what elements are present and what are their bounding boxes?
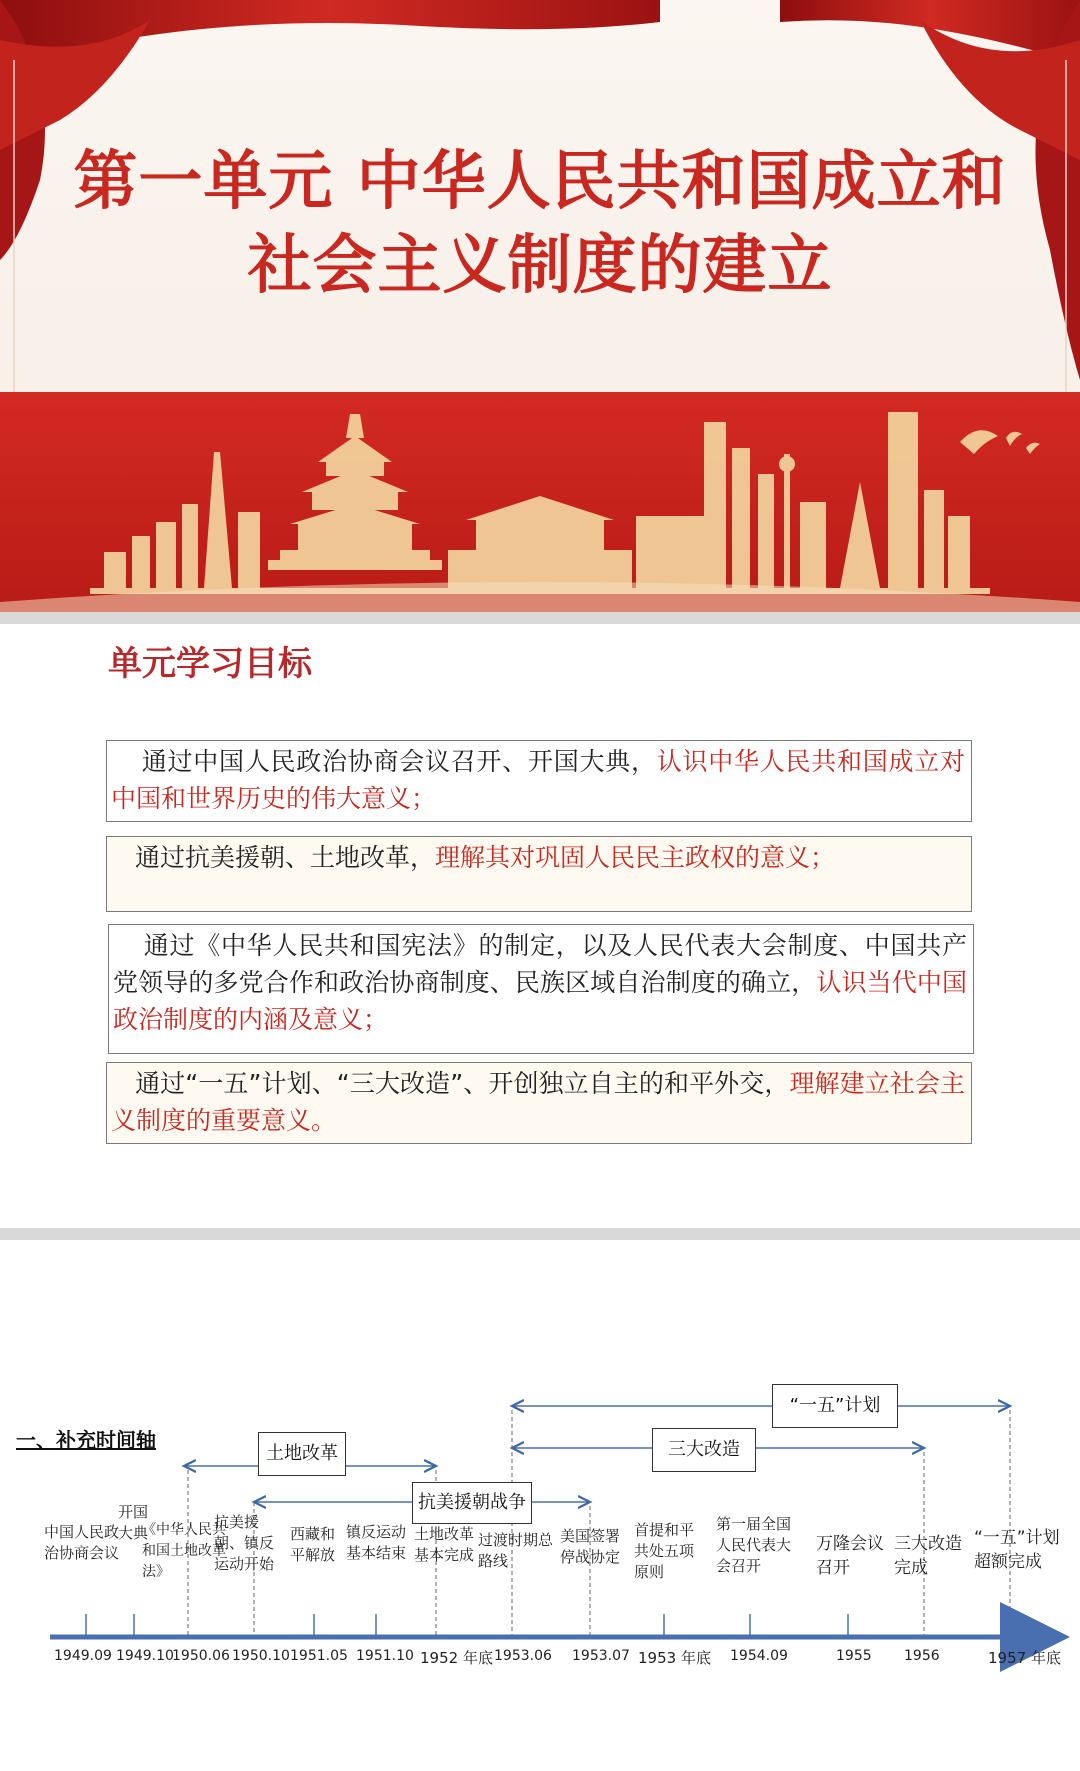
period-five-year-plan: “一五”计划 [772,1384,898,1428]
slide-separator [0,612,1080,624]
event-land-reform-law: 《中华人民共 和国土地改革 法》 [142,1522,226,1580]
goal-text: 通过中国人民政治协商会议召开、开国大典， [141,747,657,776]
goals-heading: 单元学习目标 [108,644,312,684]
date-label: 1951.05 [290,1648,348,1664]
event-campaign-end: 镇反运动 基本结束 [346,1523,407,1562]
slide-separator [0,1228,1080,1240]
date-label: 1953.07 [572,1648,630,1664]
period-land-reform: 土地改革 [258,1432,346,1476]
event-five-year-plan-exceeded: “一五”计划 超额完成 [974,1528,1060,1572]
date-label: 1953.06 [494,1648,552,1664]
date-label: 1957 年底 [988,1649,1061,1667]
date-label: 1956 [904,1648,940,1664]
event-transformations-done: 三大改造 完成 [894,1534,962,1578]
goal-item-1 [106,740,972,822]
timeline-heading: 一、补充时间轴 [16,1428,156,1452]
goal-text: 通过《中华人民共和国宪法》的制定，以及人民代表大会制度、中国共产党领导的多党合作和政治协商制度、民族区域自治制度的确立， [113,931,967,997]
date-label: 1953 年底 [638,1649,711,1667]
goal-text: 通过“一五”计划、“三大改造”、开创独立自主的和平外交， [135,1069,790,1098]
goal-highlight: 认识当代中国政治制度的内涵及意义； [113,968,967,1034]
goal-highlight: 理解其对巩固人民民主政权的意义； [435,843,836,872]
date-label: 1952 年底 [420,1649,493,1667]
cover-title-line1: 第一单元 中华人民共和国成立和 [73,145,1007,219]
event-npc-first-session: 第一届全国 人民代表大 会召开 [716,1515,792,1575]
date-label: 1954.09 [730,1648,788,1664]
goal-highlight: 认识中华人民共和国成立对中国和世界历史的伟大意义； [111,747,965,813]
event-five-principles: 首提和平 共处五项 原则 [634,1521,695,1581]
date-label: 1950.10 [232,1648,290,1664]
date-label: 1949.09 [54,1648,112,1664]
event-armistice: 美国签署 停战协定 [560,1527,621,1566]
event-cppcc: 中国人民政 治协商会议 [44,1523,120,1562]
cover-title [0,140,1080,308]
event-land-reform-done: 土地改革 基本完成 [414,1525,475,1564]
goal-item-3 [108,924,974,1054]
goal-text: 通过抗美援朝、土地改革， [135,843,436,872]
date-label: 1949.10 [116,1648,174,1664]
period-three-transformations: 三大改造 [652,1428,756,1472]
cover-slide [0,0,1080,612]
event-bandung-conference: 万隆会议 召开 [816,1534,884,1578]
period-korean-war: 抗美援朝战争 [412,1482,532,1524]
date-label: 1950.06 [172,1648,230,1664]
goal-highlight: 理解建立社会主义制度的重要意义。 [111,1069,965,1135]
event-korean-war-start: 抗美援 朝、镇反 运动开始 [214,1513,275,1573]
date-label: 1955 [836,1648,872,1664]
goal-item-2 [106,836,972,912]
event-tibet-liberation: 西藏和 平解放 [290,1525,336,1564]
cover-title-line2: 社会主义制度的建立 [247,229,833,303]
city-skyline-graphic [0,392,1080,612]
event-general-line: 过渡时期总 路线 [478,1531,554,1570]
event-founding-ceremony: 开国 大典 [118,1503,149,1542]
goal-item-4 [106,1062,972,1144]
date-label: 1951.10 [356,1648,414,1664]
